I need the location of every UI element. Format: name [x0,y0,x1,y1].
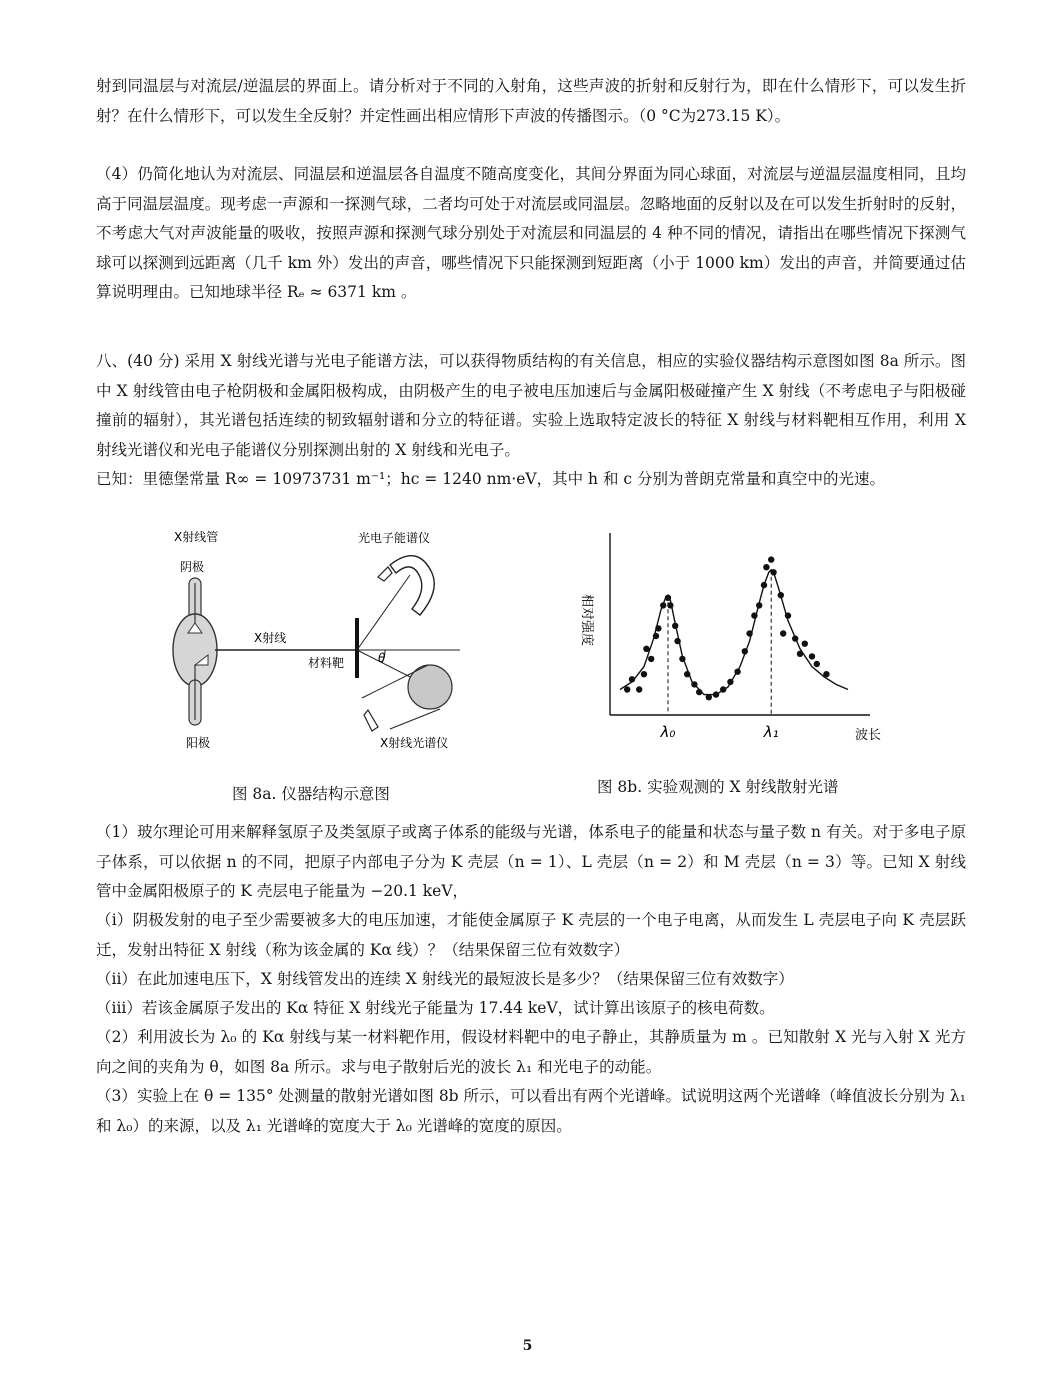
data-point [756,602,762,608]
question-8-known-constants: 已知：里德堡常量 R∞ = 10973731 m⁻¹；hc = 1240 nm·eV，其中 h 和 c 分别为普朗克常量和真空中的光速。 [96,470,885,488]
data-point [713,691,719,697]
figure-8a-caption: 图 8a. 仪器结构示意图 [232,785,390,803]
data-point [665,595,671,601]
label-photoelectron-spectrometer: 光电子能谱仪 [358,531,431,545]
figure-8b-chart [555,525,900,765]
data-point [679,656,685,662]
data-point [768,556,774,562]
data-point [691,681,697,687]
data-point [706,694,712,700]
label-cathode: 阴极 [180,560,205,574]
data-point [727,679,733,685]
data-point [643,646,649,652]
data-point [809,653,815,659]
data-point [641,671,647,677]
question-8-intro: 八、(40 分) 采用 X 射线光谱与光电子能谱方法，可以获得物质结构的有关信息，相应的实验仪器结构示意图如图 8a 所示。图中 X 射线管由电子枪阴极和金属阳极构成，由阴极产生的电子被电压加速后与金属阳极碰撞产生 X 射线（不考虑电子与阳极碰撞前的辐射），其光谱包括连续的韧致辐射谱和分立的特征谱。实验上选取特定波长的特征 X 射线与材料靶相互作用，利用 X 射线光谱仪和光电子能谱仪分别探测出射的 X 射线和光电子。 [96,352,966,459]
label-xray-spectrometer: X射线光谱仪 [380,736,449,750]
figure-8a [150,515,480,760]
tick-label-lambda0: λ₀ [660,723,676,741]
data-point [624,686,630,692]
paragraph-p3-continuation: 射到同温层与对流层/逆温层的界面上。请分析对于不同的入射角，这些声波的折射和反射行为，即在什么情形下，可以发生折射？在什么情形下，可以发生全反射？并定性画出相应情形下声波的传播图示。（0 °C为273.15 K）。 [96,77,966,125]
figure-8b-caption: 图 8b. 实验观测的 X 射线散射光谱 [597,778,839,796]
data-point [636,686,642,692]
page-number: 5 [522,1338,533,1354]
data-point [761,582,767,588]
label-xray-tube: X射线管 [174,530,219,544]
label-anode: 阳极 [186,736,211,750]
data-point [802,641,808,647]
data-point [785,612,791,618]
data-point [797,651,803,657]
question-1-intro: （1）玻尔理论可用来解释氢原子及类氢原子或离子体系的能级与光谱，体系电子的能量和状态与量子数 n 有关。对于多电子原子体系，可以依据 n 的不同，把原子内部电子分为 K 壳层（n = 1）、L 壳层（n = 2）和 M 壳层（n = 3）等。已知 X 射线管中金属阳极原子的 K 壳层电子能量为 −20.1 keV， [96,823,966,900]
data-point [770,569,776,575]
x-axis-label: 波长 [855,728,882,743]
question-1-ii: （ii）在此加速电压下，X 射线管发出的连续 X 射线光的最短波长是多少？（结果保留三位有效数字） [96,970,794,988]
question-1-i: （i）阴极发射的电子至少需要被多大的电压加速，才能使金属原子 K 壳层的一个电子电离，从而发生 L 壳层电子向 K 壳层跃迁，发射出特征 X 射线（称为该金属的 Kα 线）？（结果保留三位有效数字） [96,911,966,959]
data-point [667,602,673,608]
y-axis-label: 相对强度 [579,593,594,647]
data-point [734,669,740,675]
data-point [742,648,748,654]
data-point [653,633,659,639]
data-point [674,638,680,644]
data-point [655,625,661,631]
data-point [648,656,654,662]
data-point [629,676,635,682]
photoelectron-spectrometer-icon [378,556,434,615]
fit-curve [620,570,848,695]
data-point [823,671,829,677]
data-point [780,630,786,636]
data-point [814,661,820,667]
data-point [672,623,678,629]
label-xray: X射线 [254,631,287,645]
label-theta: θ [378,651,386,665]
data-point [763,564,769,570]
data-point [792,635,798,641]
data-point [751,612,757,618]
data-point [720,686,726,692]
data-point [696,689,702,695]
data-point [746,630,752,636]
question-2: （2）利用波长为 λ₀ 的 Kα 射线与某一材料靶作用，假设材料靶中的电子静止，其静质量为 m 。已知散射 X 光与入射 X 光方向之间的夹角为 θ，如图 8a 所示。求与电子散射后光的波长 λ₁ 和光电子的动能。 [96,1028,966,1076]
label-material-target: 材料靶 [308,656,345,670]
question-3: （3）实验上在 θ = 135° 处测量的散射光谱如图 8b 所示，可以看出有两个光谱峰。试说明这两个光谱峰（峰值波长分别为 λ₁ 和 λ₀）的来源，以及 λ₁ 光谱峰的宽度大于 λ₀ 光谱峰的宽度的原因。 [96,1087,966,1135]
tick-label-lambda1: λ₁ [763,723,779,741]
xray-tube-icon [173,578,217,725]
question-1-iii: （iii）若该金属原子发出的 Kα 特征 X 射线光子能量为 17.44 keV，试计算出该原子的核电荷数。 [96,999,775,1017]
paragraph-p4: （4）仍简化地认为对流层、同温层和逆温层各自温度不随高度变化，其间分界面为同心球面，对流层与逆温层温度相同，且均高于同温层温度。现考虑一声源和一探测气球，二者均可处于对流层或同温层。忽略地面的反射以及在可以发生折射时的反射，不考虑大气对声波能量的吸收，按照声源和探测气球分别处于对流层和同温层的 4 种不同的情况，请指出在哪些情况下探测气球可以探测到远距离（几千 km 外）发出的声音，哪些情况下只能探测到短距离（小于 1000 km）发出的声音，并简要通过估算说明理由。已知地球半径 Rₑ ≈ 6371 km 。 [96,165,966,301]
data-point [778,592,784,598]
data-point [660,602,666,608]
data-point [684,671,690,677]
